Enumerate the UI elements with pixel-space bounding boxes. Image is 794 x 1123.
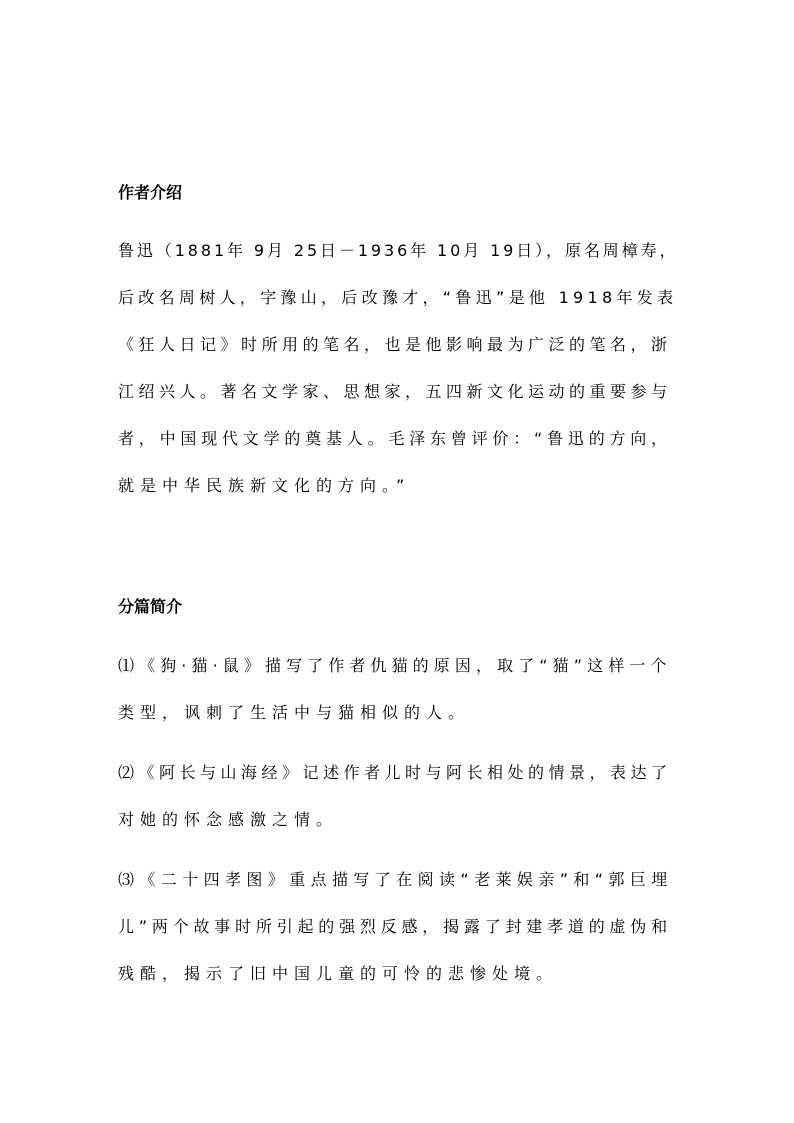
paragraph-line: 《狂人日记》时所用的笔名，也是他影响最为广泛的笔名，浙 <box>118 335 672 354</box>
chapter-line: 残酷，揭示了旧中国儿童的可怜的悲惨处境。 <box>118 964 559 983</box>
chapter-line: ⑴《狗·猫·鼠》描写了作者仇猫的原因，取了“猫”这样一个 <box>118 656 672 675</box>
chapter-intro-heading: 分篇简介 <box>118 597 183 616</box>
paragraph-line: 就是中华民族新文化的方向。” <box>118 476 411 495</box>
chapter-line: ⑶《二十四孝图》重点描写了在阅读“老莱娱亲”和“郭巨埋 <box>118 870 673 889</box>
chapter-line: 儿”两个故事时所引起的强烈反感，揭露了封建孝道的虚伪和 <box>118 917 672 936</box>
paragraph-line: 者，中国现代文学的奠基人。毛泽东曾评价：“鲁迅的方向， <box>118 429 672 448</box>
paragraph-line: 江绍兴人。著名文学家、思想家，五四新文化运动的重要参与 <box>118 382 672 401</box>
paragraph-line: 鲁迅（1881年 9月 25日－1936年 10月 19日），原名周樟寿， <box>118 241 679 260</box>
chapter-line: ⑵《阿长与山海经》记述作者儿时与阿长相处的情景，表达了 <box>118 763 672 782</box>
paragraph-line: 后改名周树人，字豫山，后改豫才，“鲁迅”是他 1918年发表 <box>118 288 678 307</box>
chapter-line: 类型，讽刺了生活中与猫相似的人。 <box>118 703 471 722</box>
chapter-line: 对她的怀念感激之情。 <box>118 810 339 829</box>
author-intro-heading: 作者介绍 <box>118 183 183 202</box>
